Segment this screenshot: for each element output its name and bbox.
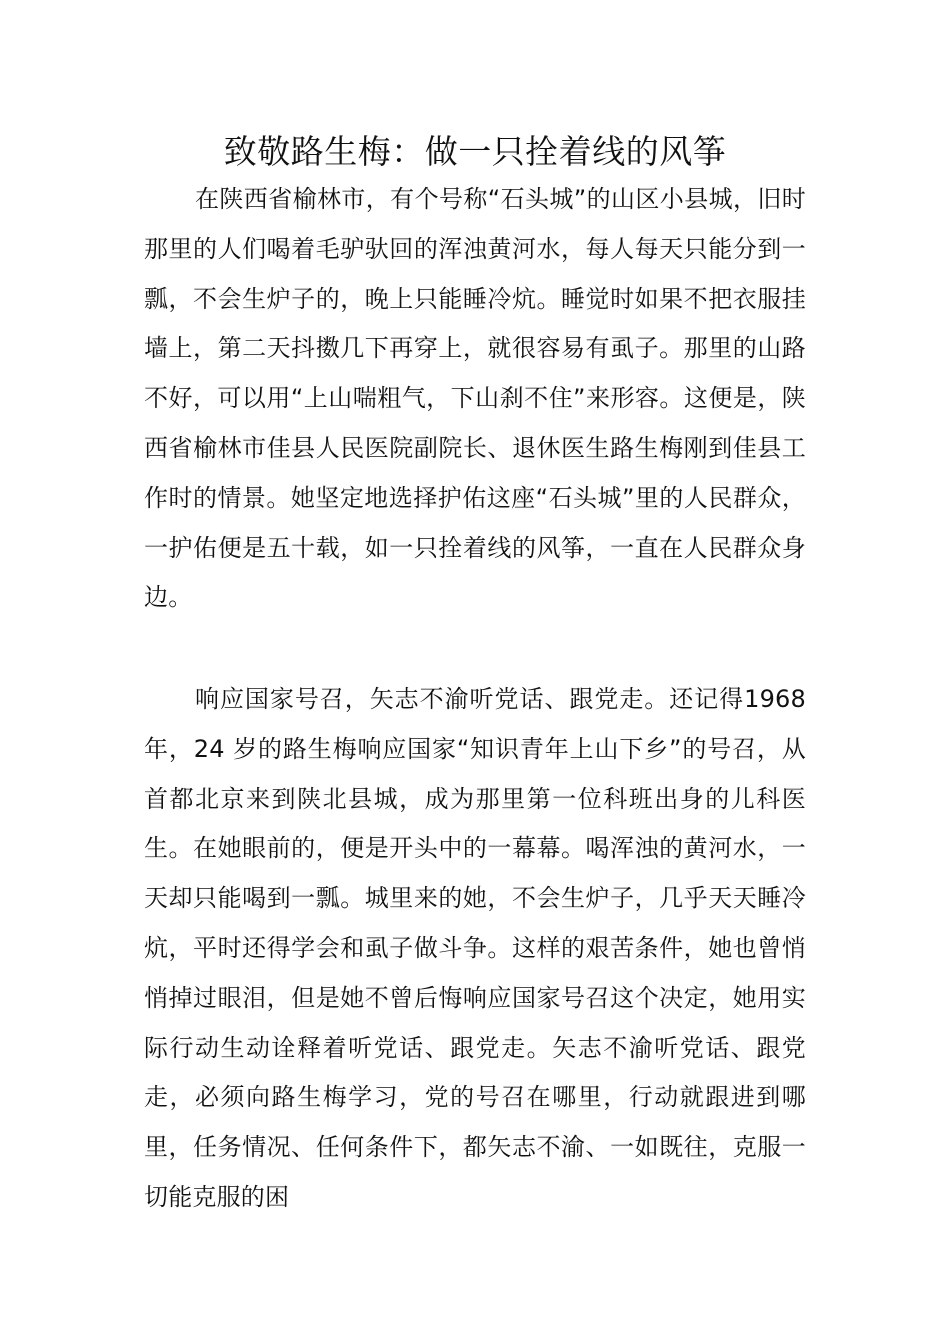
- document-title: 致敬路生梅：做一只拴着线的风筝: [223, 132, 727, 171]
- paragraph-answer-call: 响应国家号召，矢志不渝听党话、跟党走。还记得1968 年，24 岁的路生梅响应国家“知识青年上山下乡”的号召，从首都北京来到陕北县城，成为那里第一位科班出身的儿科医生。在她眼前的，便是开头中的一幕幕。喝浑浊的黄河水，一天却只能喝到一瓢。城里来的她，不会生炉子，几乎天天睡冷炕，平时还得学会和虱子做斗争。这样的艰苦条件，她也曾悄悄掉过眼泪，但是她不曾后悔响应国家号召这个决定，她用实际行动生动诠释着听党话、跟党走。矢志不渝听党话、跟党走，必须向路生梅学习，党的号召在哪里，行动就跟进到哪里，任务情况、任何条件下，都矢志不渝、一如既往，克服一切能克服的困: [144, 685, 806, 1211]
- paragraph-intro: 在陕西省榆林市，有个号称“石头城”的山区小县城，旧时那里的人们喝着毛驴驮回的浑浊黄河水，每人每天只能分到一瓢，不会生炉子的，晚上只能睡冷炕。睡觉时如果不把衣服挂墙上，第二天抖擞几下再穿上，就很容易有虱子。那里的山路不好，可以用“上山喘粗气，下山刹不住”来形容。这便是，陕西省榆林市佳县人民医院副院长、退休医生路生梅刚到佳县工作时的情景。她坚定地选择护佑这座“石头城”里的人民群众，一护佑便是五十载，如一只拴着线的风筝，一直在人民群众身边。: [144, 185, 806, 612]
